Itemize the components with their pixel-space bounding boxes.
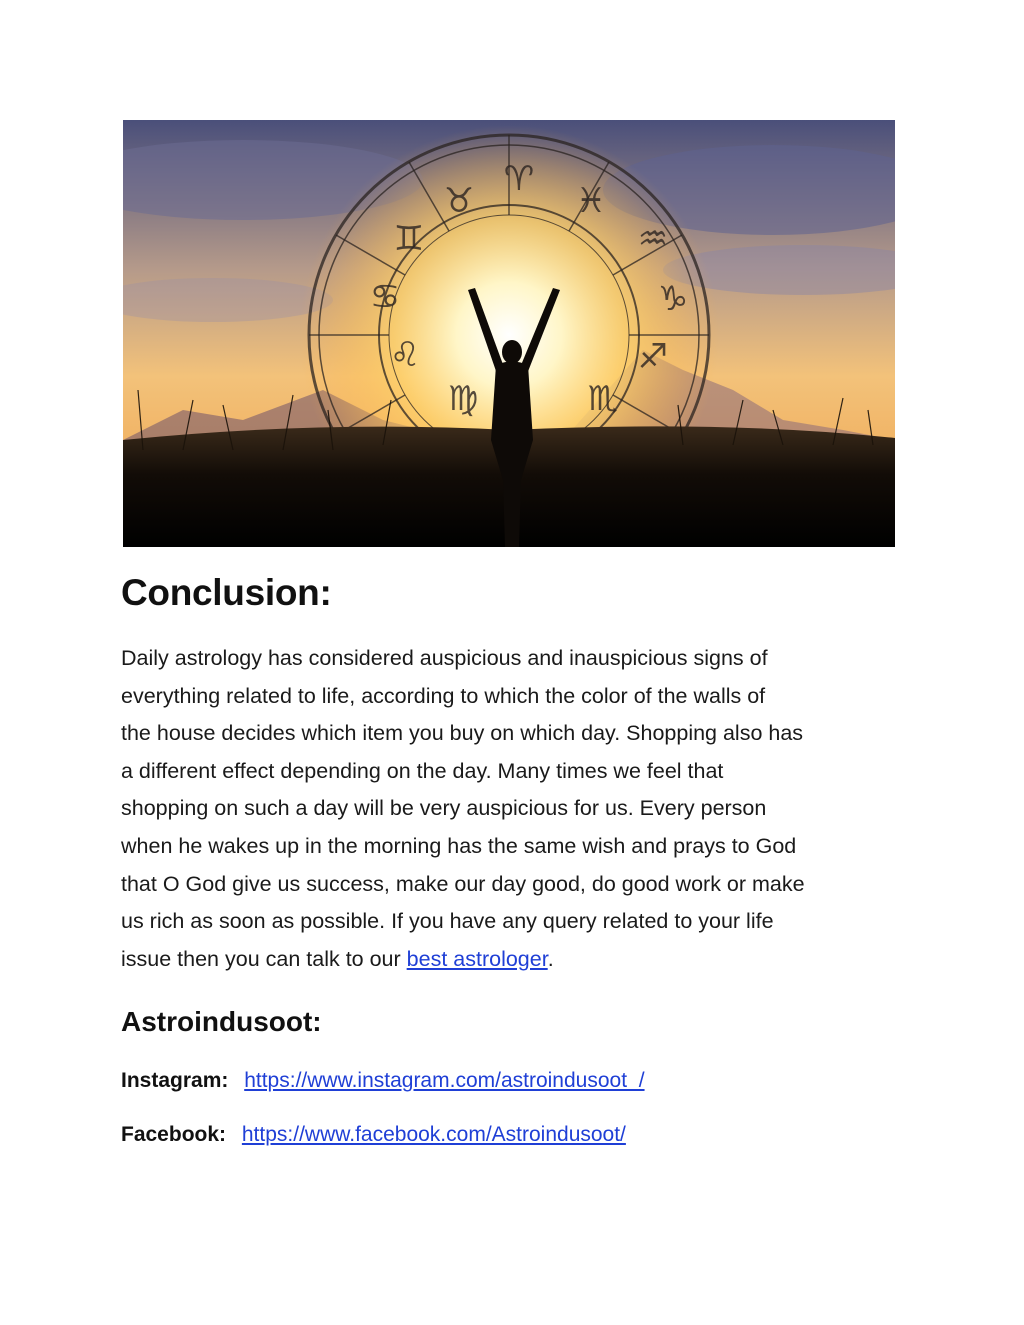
instagram-link[interactable]: https://www.instagram.com/astroindusoot_/: [244, 1069, 645, 1092]
facebook-label: Facebook:: [121, 1123, 227, 1146]
facebook-link[interactable]: https://www.facebook.com/Astroindusoot/: [241, 1123, 626, 1146]
svg-text:♈: ♈: [503, 159, 535, 199]
paragraph-line: us rich as soon as possible. If you have any query related to your life: [121, 909, 774, 934]
paragraph-line: when he wakes up in the morning has the same wish and prays to God: [121, 833, 797, 858]
instagram-row: [121, 1066, 645, 1096]
paragraph-line: the house decides which item you buy on which day. Shopping also has: [121, 721, 804, 746]
svg-text:♓: ♓: [575, 181, 607, 221]
paragraph-line: a different effect depending on the day. Many times we feel that: [121, 758, 724, 783]
svg-text:♉: ♉: [443, 181, 475, 221]
conclusion-paragraph: [121, 640, 901, 978]
paragraph-line: issue then you can talk to our: [121, 946, 407, 971]
facebook-row: [121, 1120, 626, 1150]
paragraph-period: .: [547, 946, 554, 971]
svg-text:♑: ♑: [657, 279, 689, 319]
paragraph-line: shopping on such a day will be very auspicious for us. Every person: [121, 796, 767, 821]
svg-text:♐: ♐: [637, 337, 669, 377]
svg-text:♍: ♍: [447, 379, 479, 419]
contact-heading: Astroindusoot:: [121, 1006, 322, 1037]
conclusion-heading: Conclusion:: [121, 572, 332, 613]
svg-text:♒: ♒: [637, 219, 669, 259]
hero-image: [123, 120, 895, 547]
paragraph-line: Daily astrology has considered auspicious and inauspicious signs of: [121, 646, 768, 670]
svg-text:♊: ♊: [393, 219, 425, 259]
paragraph-line: everything related to life, according to which the color of the walls of: [121, 683, 766, 708]
paragraph-line: that O God give us success, make our day good, do good work or make: [121, 871, 805, 896]
instagram-label: Instagram:: [121, 1069, 229, 1092]
best-astrologer-link[interactable]: best astrologer: [406, 946, 548, 971]
svg-text:♋: ♋: [369, 277, 401, 317]
svg-text:♏: ♏: [587, 379, 619, 419]
svg-text:♌: ♌: [389, 335, 421, 375]
